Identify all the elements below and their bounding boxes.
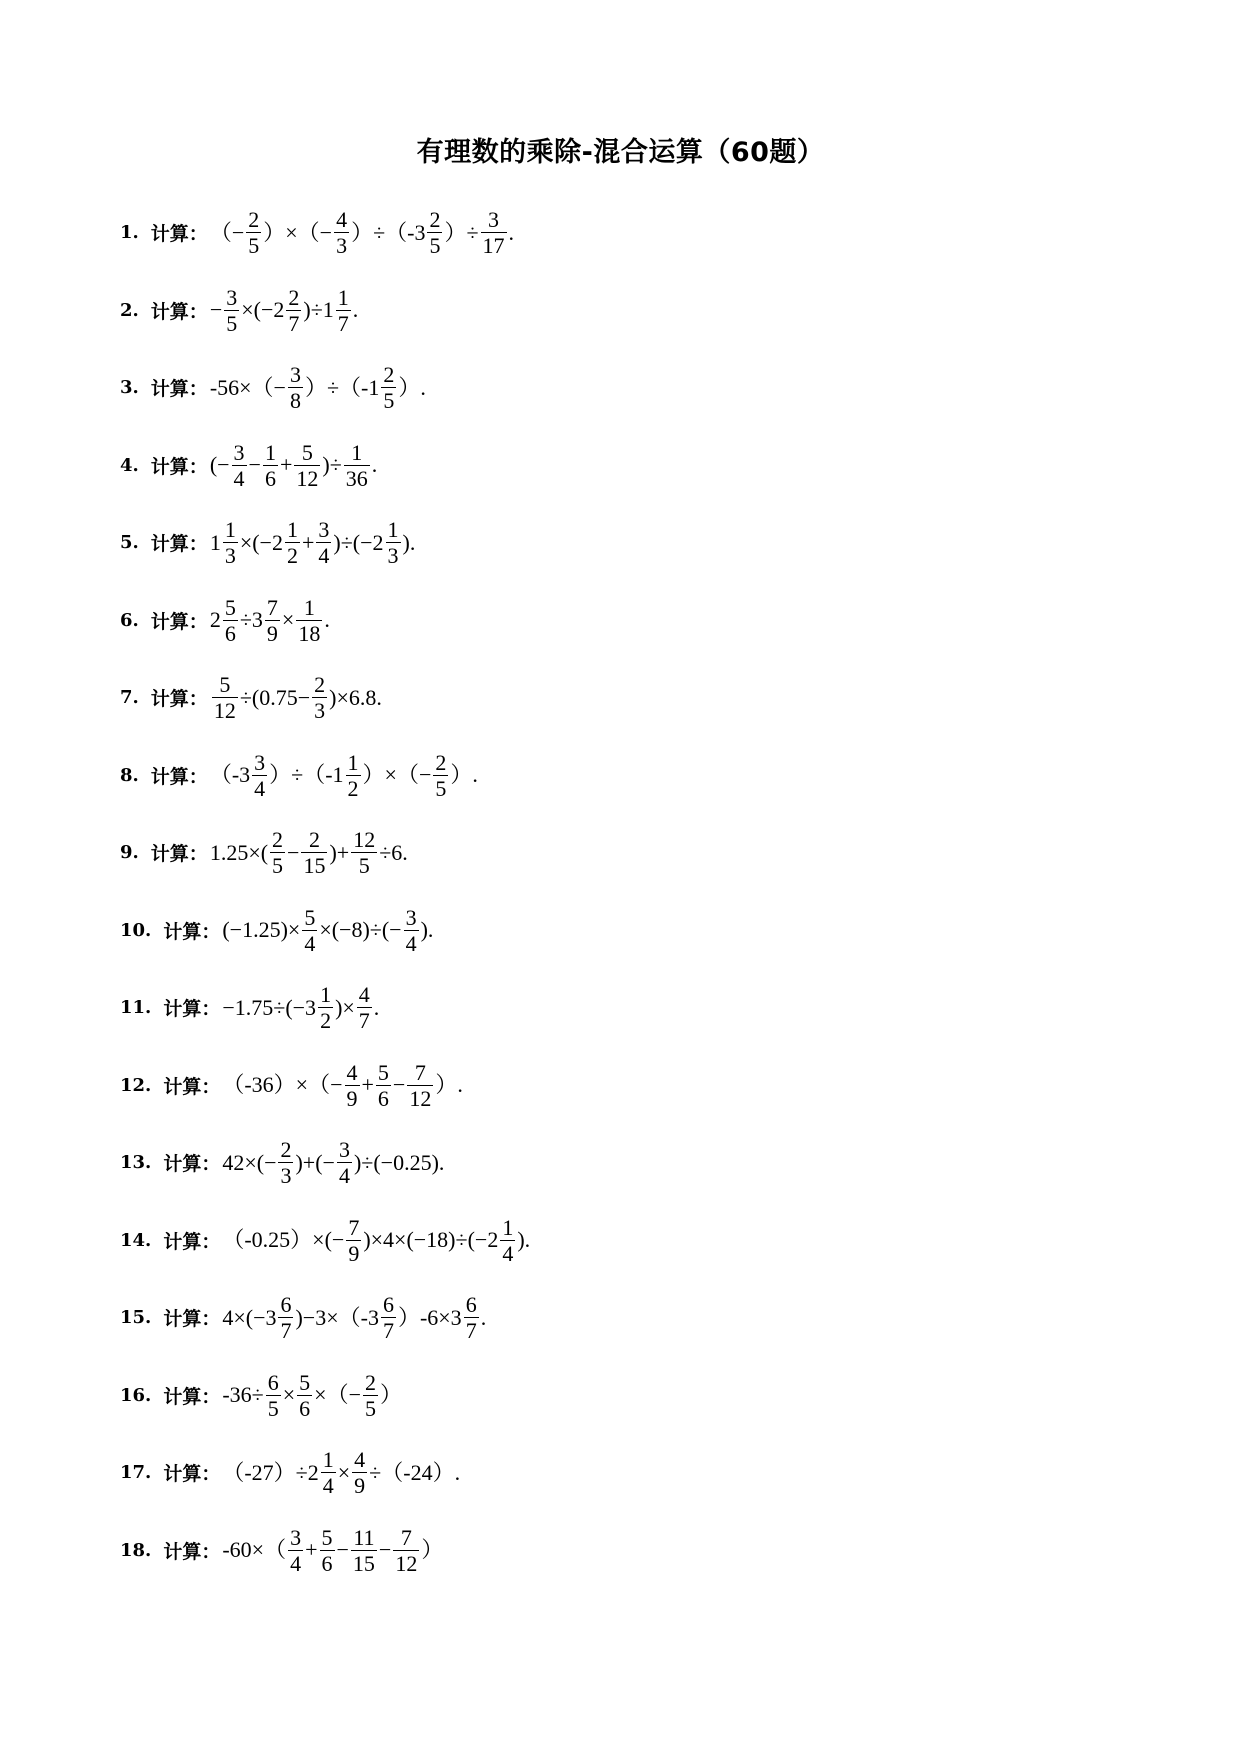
fraction-denominator: 5 — [267, 1395, 279, 1421]
fraction — [296, 595, 322, 646]
fraction-numerator: 2 — [429, 207, 441, 233]
fraction — [286, 285, 301, 336]
fraction-numerator: 3 — [318, 517, 330, 543]
problem-expression — [210, 207, 514, 258]
fraction-numerator: 3 — [290, 1524, 302, 1550]
expr-text: ×(−8)÷(− — [319, 917, 402, 943]
fraction-numerator: 2 — [365, 1369, 376, 1395]
fraction-denominator: 5 — [358, 853, 370, 879]
problem-number: 10. — [120, 919, 152, 941]
fraction-numerator: 4 — [346, 1059, 358, 1085]
fraction-denominator: 7 — [382, 1318, 394, 1344]
fraction-denominator: 9 — [354, 1473, 366, 1499]
problem-label: 计算： — [150, 610, 208, 633]
problem-expression — [222, 905, 433, 956]
problem-row — [120, 1124, 1120, 1202]
fraction — [500, 1215, 515, 1266]
fraction — [334, 207, 349, 258]
fraction — [223, 595, 238, 646]
fraction — [285, 517, 300, 568]
fraction-numerator: 1 — [351, 439, 363, 465]
problem-label: 计算： — [150, 300, 208, 323]
problem-label: 计算： — [163, 1385, 221, 1408]
fraction-denominator: 4 — [233, 465, 245, 491]
fraction — [346, 750, 361, 801]
problem-row — [120, 349, 1120, 427]
problem-list — [120, 194, 1120, 1589]
expr-text: （-27）÷2 — [222, 1459, 319, 1485]
fraction-denominator: 5 — [365, 1395, 376, 1421]
fraction-numerator: 6 — [267, 1369, 279, 1395]
expr-text: 1 — [209, 529, 221, 555]
expr-text: 42×(− — [222, 1149, 277, 1175]
fraction-denominator: 6 — [264, 465, 276, 491]
expr-text: -60×（ — [222, 1537, 287, 1563]
fraction-numerator: 7 — [266, 594, 278, 620]
page-title: 有理数的乘除-混合运算（60题） — [416, 137, 825, 168]
problem-label: 计算： — [163, 1308, 221, 1331]
fraction-numerator: 1 — [347, 749, 359, 775]
problem-row — [120, 1512, 1120, 1590]
fraction — [288, 362, 303, 413]
problem-label: 计算： — [163, 1153, 221, 1176]
fraction-denominator: 6 — [321, 1550, 333, 1576]
problem-number: 2. — [120, 299, 139, 321]
problem-label: 计算： — [163, 998, 221, 1021]
problem-number: 5. — [120, 532, 139, 554]
expr-text: 4×(−3 — [222, 1304, 277, 1330]
fraction-numerator: 5 — [224, 594, 236, 620]
expr-text: (−1.25)× — [222, 917, 301, 943]
problem-expression — [210, 285, 358, 336]
fraction-numerator: 1 — [264, 439, 276, 465]
problem-label: 计算： — [150, 843, 208, 866]
fraction-numerator: 1 — [337, 284, 349, 310]
fraction-numerator: 5 — [377, 1059, 389, 1085]
fraction-numerator: 1 — [303, 594, 315, 620]
fraction-denominator: 8 — [289, 388, 301, 414]
expr-text: ). — [402, 529, 416, 555]
expr-text: )+(− — [295, 1149, 335, 1175]
fraction-denominator: 9 — [348, 1240, 360, 1266]
fraction — [252, 750, 267, 801]
problem-expression — [222, 1137, 444, 1188]
fraction-numerator: 4 — [354, 1447, 366, 1473]
problem-number: 1. — [120, 222, 139, 244]
problem-row — [120, 504, 1120, 582]
fraction-denominator: 6 — [299, 1395, 311, 1421]
expr-text: （-3 — [209, 762, 251, 788]
fraction-denominator: 12 — [409, 1085, 432, 1111]
expr-text: ）×（− — [263, 219, 333, 245]
problem-expression — [222, 1447, 460, 1498]
fraction-denominator: 5 — [435, 775, 447, 801]
expr-text: + — [305, 1537, 318, 1563]
fraction-denominator: 9 — [346, 1085, 358, 1111]
fraction — [266, 1370, 281, 1421]
fraction-denominator: 7 — [288, 310, 300, 336]
fraction-denominator: 5 — [226, 310, 238, 336]
problem-expression — [210, 440, 377, 491]
problem-row — [120, 1357, 1120, 1435]
expr-text: ）÷（-1 — [304, 374, 380, 400]
fraction — [351, 1525, 377, 1576]
expr-text: ). — [517, 1227, 531, 1253]
expr-text: −1.75÷(−3 — [222, 994, 317, 1020]
problem-row — [120, 814, 1120, 892]
problem-number: 3. — [120, 377, 139, 399]
expr-text: ）÷ — [444, 219, 479, 245]
expr-text: . — [373, 994, 380, 1020]
fraction-numerator: 2 — [314, 672, 326, 698]
fraction-denominator: 17 — [482, 233, 505, 259]
expr-text: ） — [380, 1382, 403, 1408]
fraction — [407, 1060, 433, 1111]
expr-text: -36÷ — [222, 1382, 264, 1408]
fraction — [321, 1447, 336, 1498]
fraction — [265, 595, 280, 646]
problem-expression — [210, 750, 478, 801]
fraction-numerator: 6 — [280, 1292, 292, 1318]
fraction — [301, 827, 327, 878]
expr-text: 1.25×( — [209, 839, 269, 865]
expr-text: . — [324, 607, 330, 633]
fraction-numerator: 5 — [219, 672, 231, 698]
expr-text: × — [281, 607, 295, 633]
expr-text: ）. — [435, 1072, 463, 1098]
fraction — [433, 750, 448, 801]
fraction — [386, 517, 401, 568]
problem-row — [120, 427, 1120, 505]
fraction-numerator: 3 — [226, 284, 238, 310]
fraction-numerator: 3 — [488, 207, 500, 233]
problem-row — [120, 582, 1120, 660]
problem-expression — [210, 595, 330, 646]
expr-text: ×（− — [314, 1382, 361, 1408]
fraction-numerator: 3 — [338, 1137, 350, 1163]
expr-text: ）×（− — [362, 762, 432, 788]
expr-text: ） — [421, 1537, 444, 1563]
problem-number: 6. — [120, 609, 139, 631]
fraction-numerator: 1 — [286, 517, 298, 543]
fraction-denominator: 3 — [336, 233, 348, 259]
fraction — [320, 1525, 335, 1576]
fraction-numerator: 6 — [465, 1292, 477, 1318]
problem-expression — [222, 1370, 402, 1421]
expr-text: )× — [335, 994, 355, 1020]
fraction-denominator: 4 — [254, 775, 266, 801]
problem-expression — [222, 1292, 486, 1343]
fraction-numerator: 3 — [233, 439, 245, 465]
expr-text: . — [480, 1304, 487, 1330]
fraction-denominator: 7 — [358, 1008, 370, 1034]
fraction — [393, 1525, 419, 1576]
problem-label: 计算： — [150, 378, 208, 401]
fraction — [345, 1060, 360, 1111]
problem-label: 计算： — [150, 533, 208, 556]
expr-text: )+ — [329, 839, 350, 865]
expr-text: ）-6×3 — [397, 1304, 462, 1330]
fraction-numerator: 1 — [320, 982, 332, 1008]
expr-text: )×6.8. — [329, 684, 382, 710]
expr-text: ×(−2 — [241, 297, 285, 323]
expr-text: （− — [209, 219, 245, 245]
expr-text: . — [352, 297, 359, 323]
expr-text: ÷（-24）. — [369, 1459, 461, 1485]
fraction — [381, 1292, 396, 1343]
fraction-numerator: 2 — [248, 207, 260, 233]
problem-number: 11. — [120, 997, 152, 1019]
fraction — [246, 207, 261, 258]
fraction-numerator: 4 — [336, 207, 348, 233]
problem-expression — [222, 1060, 463, 1111]
problem-expression — [222, 982, 379, 1033]
expr-text: )÷(−0.25). — [353, 1149, 445, 1175]
fraction-denominator: 7 — [280, 1318, 292, 1344]
fraction-denominator: 4 — [338, 1163, 350, 1189]
fraction — [312, 672, 327, 723]
fraction-denominator: 3 — [280, 1163, 292, 1189]
expr-text: − — [392, 1072, 406, 1098]
fraction-denominator: 4 — [405, 930, 417, 956]
fraction-numerator: 7 — [400, 1524, 412, 1550]
fraction-denominator: 12 — [395, 1550, 418, 1576]
fraction — [363, 1370, 378, 1421]
expr-text: ）÷（-3 — [351, 219, 426, 245]
expr-text: − — [287, 839, 300, 865]
expr-text: + — [361, 1072, 374, 1098]
fraction-denominator: 5 — [272, 853, 284, 879]
fraction-denominator: 5 — [429, 233, 441, 259]
expr-text: × — [337, 1459, 351, 1485]
fraction-numerator: 2 — [272, 827, 284, 853]
fraction-numerator: 1 — [387, 517, 399, 543]
fraction — [427, 207, 442, 258]
fraction-numerator: 2 — [383, 362, 395, 388]
expr-text: （-0.25）×(− — [222, 1227, 345, 1253]
problem-row — [120, 659, 1120, 737]
fraction-denominator: 3 — [314, 698, 326, 724]
expr-text: （-36）×（− — [222, 1072, 343, 1098]
problem-row — [120, 737, 1120, 815]
problem-number: 15. — [120, 1307, 152, 1329]
expr-text: ). — [420, 917, 434, 943]
fraction-numerator: 2 — [435, 749, 447, 775]
fraction-denominator: 4 — [502, 1240, 514, 1266]
fraction-denominator: 9 — [266, 620, 278, 646]
problem-number: 8. — [120, 764, 139, 786]
fraction — [357, 982, 372, 1033]
problem-label: 计算： — [163, 1540, 221, 1563]
fraction-numerator: 2 — [280, 1137, 292, 1163]
fraction — [346, 1215, 361, 1266]
problem-label: 计算： — [150, 765, 208, 788]
expr-text: ×(−2 — [239, 529, 283, 555]
fraction-denominator: 5 — [383, 388, 395, 414]
fraction-denominator: 12 — [296, 465, 319, 491]
expr-text: + — [279, 452, 293, 478]
problem-expression — [210, 827, 408, 878]
expr-text: − — [378, 1537, 392, 1563]
fraction-denominator: 2 — [286, 543, 298, 569]
expr-text: ）. — [398, 374, 426, 400]
fraction — [297, 1370, 312, 1421]
expr-text: ）÷（-1 — [269, 762, 344, 788]
problem-row — [120, 1047, 1120, 1125]
fraction-numerator: 7 — [348, 1214, 360, 1240]
fraction-denominator: 3 — [224, 543, 236, 569]
fraction-numerator: 3 — [289, 362, 301, 388]
expr-text: − — [209, 297, 223, 323]
fraction-numerator: 1 — [224, 517, 236, 543]
expr-text: )÷(−2 — [333, 529, 384, 555]
expr-text: 2 — [209, 607, 221, 633]
problem-number: 17. — [120, 1462, 152, 1484]
fraction-numerator: 5 — [301, 439, 313, 465]
fraction-numerator: 7 — [414, 1059, 426, 1085]
problem-row — [120, 969, 1120, 1047]
fraction-denominator: 6 — [224, 620, 236, 646]
expr-text: ÷6. — [379, 839, 408, 865]
problem-row — [120, 1279, 1120, 1357]
fraction-numerator: 5 — [304, 904, 316, 930]
fraction-denominator: 4 — [322, 1473, 334, 1499]
fraction — [294, 440, 320, 491]
fraction — [404, 905, 419, 956]
fraction — [481, 207, 507, 258]
expr-text: )÷1 — [303, 297, 334, 323]
problem-expression — [210, 362, 426, 413]
fraction — [232, 440, 247, 491]
problem-expression — [210, 672, 382, 723]
fraction-numerator: 3 — [405, 904, 417, 930]
fraction-numerator: 3 — [254, 749, 266, 775]
problem-label: 计算： — [163, 1463, 221, 1486]
expr-text: )×4×(−18)÷(−2 — [363, 1227, 499, 1253]
problem-row — [120, 892, 1120, 970]
fraction-numerator: 1 — [502, 1214, 514, 1240]
fraction — [302, 905, 317, 956]
problem-number: 18. — [120, 1539, 152, 1561]
fraction-denominator: 6 — [377, 1085, 389, 1111]
problem-number: 12. — [120, 1074, 152, 1096]
fraction — [351, 827, 377, 878]
fraction-denominator: 7 — [337, 310, 349, 336]
expr-text: )÷ — [322, 452, 342, 478]
fraction-numerator: 4 — [358, 982, 370, 1008]
expr-text: . — [508, 219, 515, 245]
problem-row — [120, 1202, 1120, 1280]
fraction-denominator: 2 — [320, 1008, 332, 1034]
fraction — [316, 517, 331, 568]
fraction — [278, 1292, 293, 1343]
problem-row — [120, 272, 1120, 350]
fraction — [376, 1060, 391, 1111]
expr-text: − — [248, 452, 261, 478]
fraction — [278, 1137, 293, 1188]
fraction — [344, 440, 370, 491]
fraction-numerator: 2 — [308, 827, 320, 853]
fraction-denominator: 36 — [345, 465, 368, 491]
fraction-denominator: 2 — [347, 775, 359, 801]
fraction — [288, 1525, 303, 1576]
problem-number: 16. — [120, 1384, 152, 1406]
problem-expression — [210, 517, 416, 568]
problem-expression — [222, 1525, 443, 1576]
expr-text: (− — [209, 452, 230, 478]
fraction-numerator: 2 — [288, 284, 300, 310]
expr-text: − — [336, 1537, 349, 1563]
fraction-numerator: 1 — [322, 1447, 334, 1473]
problem-expression — [222, 1215, 530, 1266]
fraction — [337, 1137, 352, 1188]
problem-label: 计算： — [150, 688, 208, 711]
expr-text: ÷3 — [239, 607, 263, 633]
fraction-numerator: 6 — [382, 1292, 394, 1318]
fraction — [318, 982, 333, 1033]
fraction-denominator: 15 — [352, 1550, 375, 1576]
problem-number: 14. — [120, 1229, 152, 1251]
fraction-numerator: 5 — [321, 1524, 333, 1550]
problem-row — [120, 1434, 1120, 1512]
fraction-denominator: 7 — [465, 1318, 477, 1344]
fraction — [223, 517, 238, 568]
fraction — [336, 285, 351, 336]
problem-label: 计算： — [163, 1075, 221, 1098]
problem-row — [120, 194, 1120, 272]
fraction-denominator: 18 — [298, 620, 321, 646]
fraction-denominator: 4 — [304, 930, 316, 956]
fraction-denominator: 4 — [290, 1550, 302, 1576]
expr-text: ÷(0.75− — [239, 684, 311, 710]
fraction — [464, 1292, 479, 1343]
fraction — [212, 672, 238, 723]
expr-text: -56×（− — [209, 374, 286, 400]
fraction-numerator: 12 — [353, 827, 376, 853]
problem-number: 7. — [120, 687, 139, 709]
problem-label: 计算： — [150, 455, 208, 478]
expr-text: . — [371, 452, 378, 478]
problem-label: 计算： — [150, 223, 208, 246]
fraction-numerator: 11 — [353, 1524, 375, 1550]
expr-text: × — [282, 1382, 296, 1408]
fraction-denominator: 4 — [318, 543, 330, 569]
fraction — [270, 827, 285, 878]
expr-text: ）. — [450, 762, 478, 788]
fraction-denominator: 12 — [213, 698, 236, 724]
problem-number: 4. — [120, 454, 139, 476]
problem-label: 计算： — [163, 920, 221, 943]
fraction-denominator: 5 — [248, 233, 260, 259]
fraction — [263, 440, 278, 491]
problem-label: 计算： — [163, 1230, 221, 1253]
fraction-denominator: 15 — [303, 853, 326, 879]
fraction — [224, 285, 239, 336]
fraction-denominator: 3 — [387, 543, 399, 569]
expr-text: )−3×（-3 — [295, 1304, 379, 1330]
problem-number: 13. — [120, 1152, 152, 1174]
fraction-numerator: 5 — [299, 1369, 311, 1395]
problem-number: 9. — [120, 842, 139, 864]
fraction — [381, 362, 396, 413]
expr-text: + — [301, 529, 315, 555]
fraction — [352, 1447, 367, 1498]
